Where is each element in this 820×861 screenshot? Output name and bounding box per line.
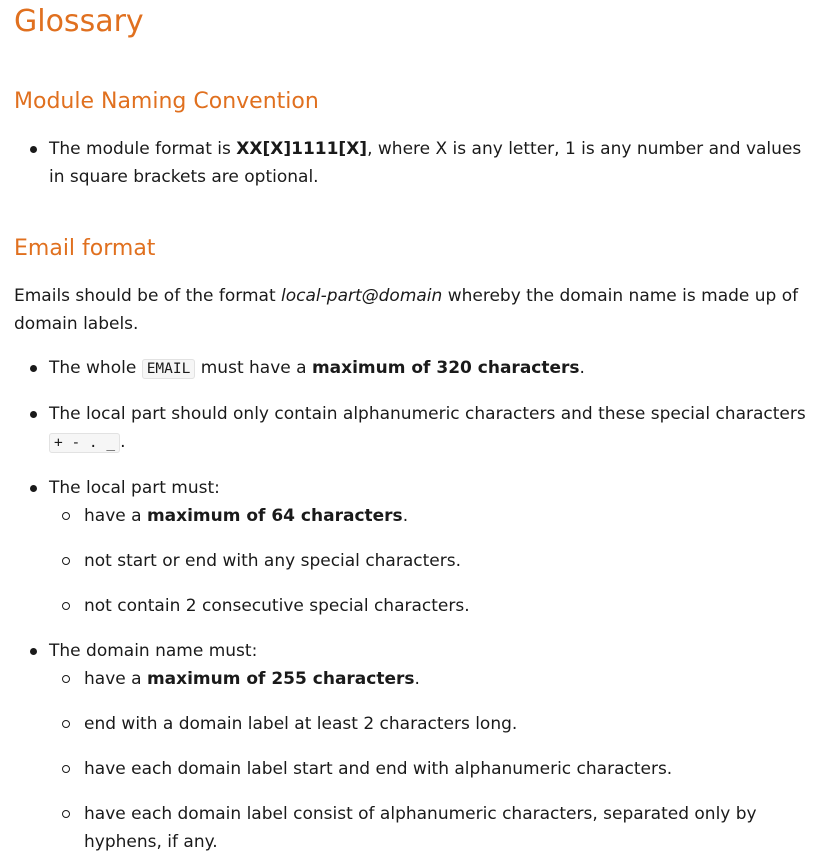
local-chars-suffix: . xyxy=(120,432,126,452)
glossary-document xyxy=(0,4,820,856)
special-chars-code: + - . _ xyxy=(49,433,120,453)
email-intro-pattern: local-part@domain xyxy=(281,286,443,306)
local-must-rule xyxy=(14,474,806,620)
email-whole-rule xyxy=(14,354,806,383)
email-format-heading: Email format xyxy=(14,236,156,261)
module-format-pattern: XX[X]1111[X] xyxy=(236,139,368,159)
email-rules-list xyxy=(14,354,806,856)
local-must-item: not start or end with any special characters. xyxy=(49,547,806,575)
domain-max-item xyxy=(49,665,806,693)
whole-max: maximum of 320 characters xyxy=(311,358,580,378)
domain-max-bold: maximum of 255 characters xyxy=(146,669,415,689)
page-title: Glossary xyxy=(14,4,144,39)
local-max-prefix: have a xyxy=(84,506,147,526)
email-intro xyxy=(14,282,806,338)
email-code: EMAIL xyxy=(142,359,196,379)
email-intro-suffix: whereby the domain name is made up of domain labels. xyxy=(14,286,799,334)
domain-must-item: have each domain label start and end with alphanumeric characters. xyxy=(49,755,806,783)
module-format-item xyxy=(14,135,806,191)
whole-middle: must have a xyxy=(195,358,312,378)
domain-must-sublist xyxy=(49,665,806,856)
local-must-label: The local part must: xyxy=(49,478,220,498)
whole-prefix: The whole xyxy=(49,358,142,378)
domain-must-label: The domain name must: xyxy=(49,641,258,661)
domain-must-item: end with a domain label at least 2 characters long. xyxy=(49,710,806,738)
local-max-bold: maximum of 64 characters xyxy=(146,506,403,526)
module-naming-list xyxy=(14,135,806,191)
module-format-prefix: The module format is xyxy=(49,139,237,159)
local-chars-text: The local part should only contain alphanumeric characters and these special characters xyxy=(49,404,806,424)
domain-max-suffix: . xyxy=(414,669,420,689)
local-max-item xyxy=(49,502,806,530)
local-must-item: not contain 2 consecutive special characters. xyxy=(49,592,806,620)
local-chars-rule xyxy=(14,400,806,457)
local-must-sublist xyxy=(49,502,806,620)
module-format-suffix: , where X is any letter, 1 is any number and values in square brackets are optional. xyxy=(49,139,802,187)
email-intro-prefix: Emails should be of the format xyxy=(14,286,282,306)
local-max-suffix: . xyxy=(402,506,409,526)
domain-max-prefix: have a xyxy=(84,669,147,689)
whole-suffix: . xyxy=(579,358,585,378)
domain-must-item: have each domain label consist of alphanumeric characters, separated only by hyphens, if any. xyxy=(49,800,806,856)
module-naming-heading: Module Naming Convention xyxy=(14,89,319,114)
domain-must-rule xyxy=(14,637,806,856)
